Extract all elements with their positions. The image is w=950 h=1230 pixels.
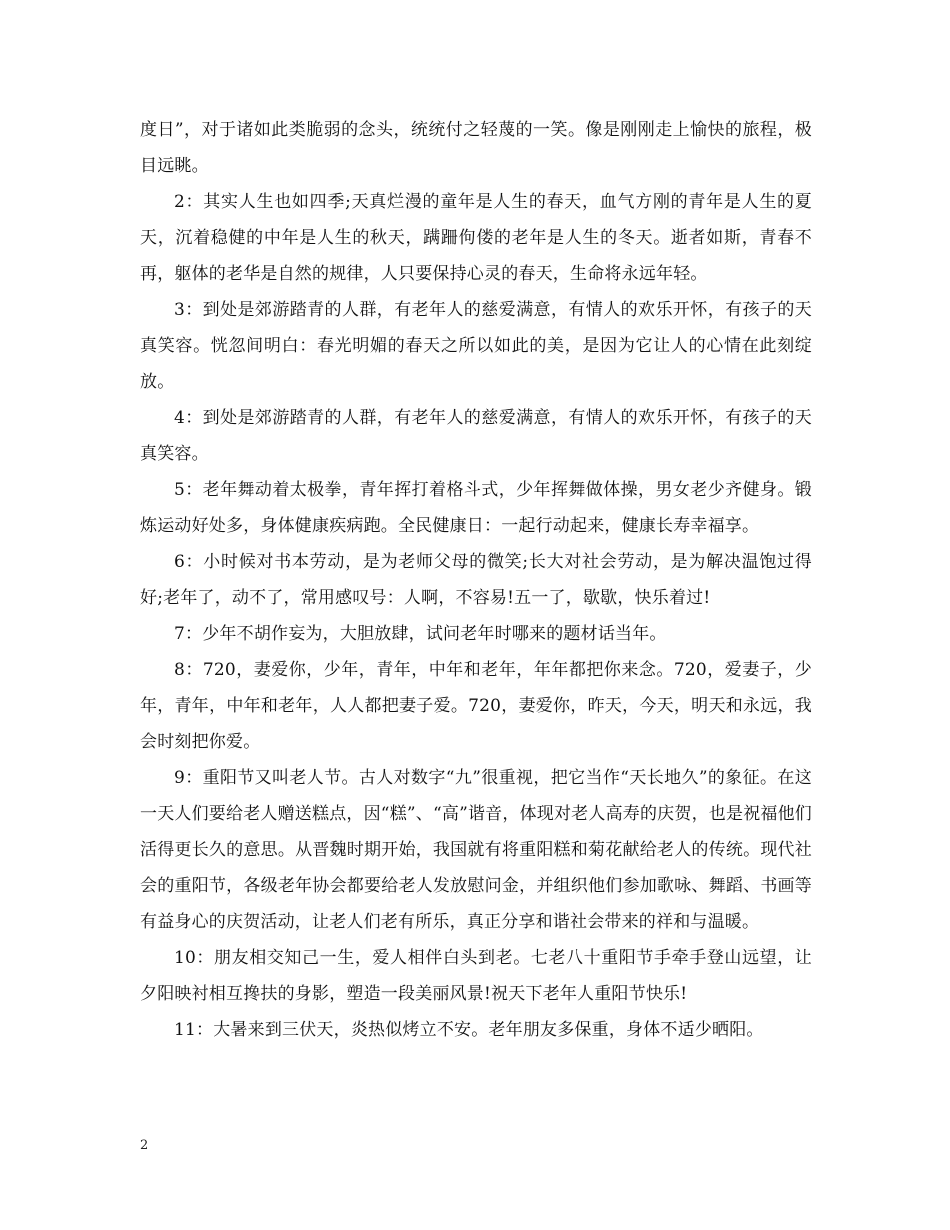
paragraph-item-11: 11：大暑来到三伏天，炎热似烤立不安。老年朋友多保重，身体不适少晒阳。 xyxy=(174,1020,764,1040)
paragraph-item-8: 8：720，妻爱你，少年，青年，中年和老年，年年都把你来念。720，爱妻子，少年，青年，中年和老年，人人都把妻子爱。720，妻爱你，昨天，今天，明天和永远，我会时刻把你爱。 xyxy=(140,660,812,752)
paragraph-item-4: 4：到处是郊游踏青的人群，有老年人的慈爱满意，有情人的欢乐开怀，有孩子的天真笑容。 xyxy=(140,408,812,464)
document-body xyxy=(140,112,812,1048)
paragraph-item-3: 3：到处是郊游踏青的人群，有老年人的慈爱满意，有情人的欢乐开怀，有孩子的天真笑容。恍忽间明白：春光明媚的春天之所以如此的美，是因为它让人的心情在此刻绽放。 xyxy=(140,300,812,392)
paragraph-item-9: 9：重阳节又叫老人节。古人对数字“九”很重视，把它当作“天长地久”的象征。在这一天人们要给老人赠送糕点，因“糕”、“高”谐音，体现对老人高寿的庆贺，也是祝福他们活得更长久的意思。从晋魏时期开始，我国就有将重阳糕和菊花献给老人的传统。现代社会的重阳节，各级老年协会都要给老人发放慰问金，并组织他们参加歌咏、舞蹈、书画等有益身心的庆贺活动，让老人们老有所乐，真正分享和谐社会带来的祥和与温暖。 xyxy=(140,768,812,932)
page-number: 2 xyxy=(140,1138,149,1153)
paragraph-item-5: 5：老年舞动着太极拳，青年挥打着格斗式，少年挥舞做体操，男女老少齐健身。锻炼运动好处多，身体健康疾病跑。全民健康日：一起行动起来，健康长寿幸福享。 xyxy=(140,480,812,536)
paragraph-continuation: 度日”，对于诸如此类脆弱的念头，统统付之轻蔑的一笑。像是刚刚走上愉快的旅程，极目远眺。 xyxy=(140,120,812,176)
paragraph-item-10: 10：朋友相交知己一生，爱人相伴白头到老。七老八十重阳节手牵手登山远望，让夕阳映衬相互搀扶的身影，塑造一段美丽风景!祝天下老年人重阳节快乐! xyxy=(140,948,812,1004)
paragraph-item-6: 6：小时候对书本劳动，是为老师父母的微笑;长大对社会劳动，是为解决温饱过得好;老年了，动不了，常用感叹号：人啊，不容易!五一了，歇歇，快乐着过! xyxy=(140,552,812,608)
paragraph-item-2: 2：其实人生也如四季;天真烂漫的童年是人生的春天，血气方刚的青年是人生的夏天，沉着稳健的中年是人生的秋天，蹒跚佝偻的老年是人生的冬天。逝者如斯，青春不再，躯体的老华是自然的规律，人只要保持心灵的春天，生命将永远年轻。 xyxy=(140,192,812,284)
paragraph-item-7: 7：少年不胡作妄为，大胆放肆，试问老年时哪来的题材话当年。 xyxy=(174,624,667,644)
